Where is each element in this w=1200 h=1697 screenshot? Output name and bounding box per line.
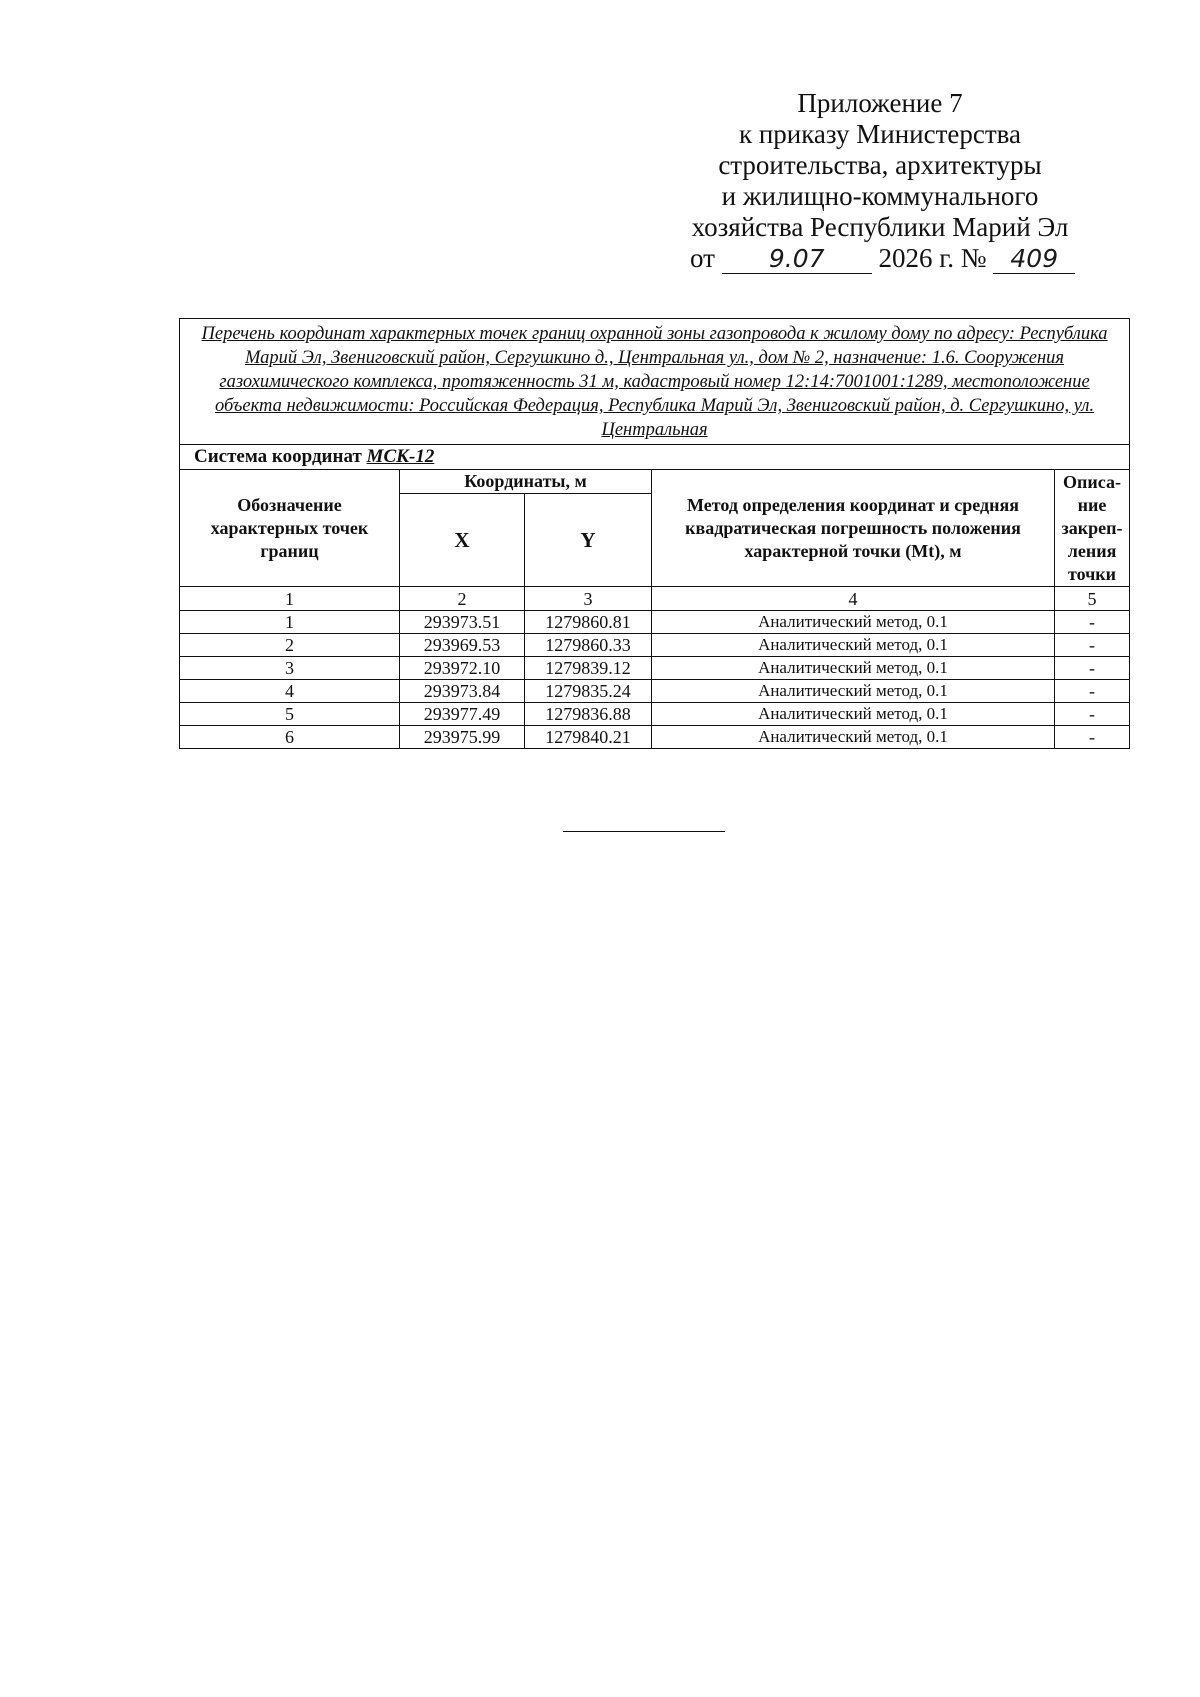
y-cell: 1279860.33 — [525, 634, 652, 657]
from-label: от — [690, 243, 715, 273]
table-row — [180, 703, 1130, 726]
order-reference-line: к приказу Министерства — [738, 119, 1022, 149]
document-heading — [690, 88, 1070, 274]
column-number: 1 — [180, 587, 400, 611]
method-cell: Аналитический метод, 0.1 — [652, 726, 1055, 749]
handwritten-order-number: 409 — [993, 245, 1075, 274]
header-y: Y — [525, 494, 652, 587]
table-row — [180, 634, 1130, 657]
header-method: Метод определения координат и средняя квадратическая погрешность положения характерной точки (Mt), м — [652, 470, 1055, 587]
header-point-designation: Обозначение характерных точек границ — [180, 470, 400, 587]
point-number-cell: 6 — [180, 726, 400, 749]
y-cell: 1279835.24 — [525, 680, 652, 703]
column-number: 5 — [1055, 587, 1130, 611]
description-cell: - — [1055, 611, 1130, 634]
header-x: X — [400, 494, 525, 587]
point-number-cell: 5 — [180, 703, 400, 726]
description-cell: - — [1055, 657, 1130, 680]
x-cell: 293975.99 — [400, 726, 525, 749]
order-date-row — [690, 243, 1070, 274]
column-number-row — [180, 587, 1130, 611]
description-cell: - — [1055, 680, 1130, 703]
method-cell: Аналитический метод, 0.1 — [652, 680, 1055, 703]
coordinate-system-row — [180, 445, 1130, 470]
column-number: 3 — [525, 587, 652, 611]
point-number-cell: 4 — [180, 680, 400, 703]
table-row — [180, 726, 1130, 749]
table-row — [180, 680, 1130, 703]
x-cell: 293977.49 — [400, 703, 525, 726]
ministry-name-line-2: и жилищно-коммунального — [721, 181, 1039, 211]
handwritten-date: 9.07 — [722, 245, 872, 274]
x-cell: 293972.10 — [400, 657, 525, 680]
description-cell: - — [1055, 634, 1130, 657]
y-cell: 1279840.21 — [525, 726, 652, 749]
end-of-document-rule — [563, 831, 725, 832]
y-cell: 1279839.12 — [525, 657, 652, 680]
table-title: Перечень координат характерных точек границ охранной зоны газопровода к жилому дому по адресу: Республика Марий Эл, Звениговский район, Сергушкино д., Центральная ул., дом № 2, назначение: 1.6. Сооружения газохимического комплекса, протяженность 31 м, кадастровый номер 12:14:7001001:1289, местоположение объекта недвижимости: Российская Федерация, Республика Марий Эл, Звениговский район, д. Сергушкино, ул. Центральная — [180, 319, 1130, 445]
column-number: 4 — [652, 587, 1055, 611]
coordinates-table — [179, 318, 1130, 749]
table-row — [180, 657, 1130, 680]
header-coordinates: Координаты, м — [400, 470, 652, 494]
header-description: Описа-ние закреп-ления точки — [1055, 470, 1130, 587]
coordinate-system-label: Система координат — [194, 446, 367, 467]
method-cell: Аналитический метод, 0.1 — [652, 611, 1055, 634]
point-number-cell: 1 — [180, 611, 400, 634]
point-number-cell: 3 — [180, 657, 400, 680]
column-number: 2 — [400, 587, 525, 611]
appendix-label: Приложение 7 — [797, 88, 963, 118]
y-cell: 1279836.88 — [525, 703, 652, 726]
method-cell: Аналитический метод, 0.1 — [652, 703, 1055, 726]
table-row — [180, 611, 1130, 634]
method-cell: Аналитический метод, 0.1 — [652, 634, 1055, 657]
point-number-cell: 2 — [180, 634, 400, 657]
ministry-name-line-3: хозяйства Республики Марий Эл — [691, 212, 1069, 242]
ministry-name-line-1: строительства, архитектуры — [718, 150, 1042, 180]
x-cell: 293973.51 — [400, 611, 525, 634]
coordinate-system-code: МСК-12 — [366, 446, 435, 467]
method-cell: Аналитический метод, 0.1 — [652, 657, 1055, 680]
order-year-label: 2026 г. № — [878, 243, 987, 273]
description-cell: - — [1055, 726, 1130, 749]
x-cell: 293969.53 — [400, 634, 525, 657]
description-cell: - — [1055, 703, 1130, 726]
x-cell: 293973.84 — [400, 680, 525, 703]
y-cell: 1279860.81 — [525, 611, 652, 634]
